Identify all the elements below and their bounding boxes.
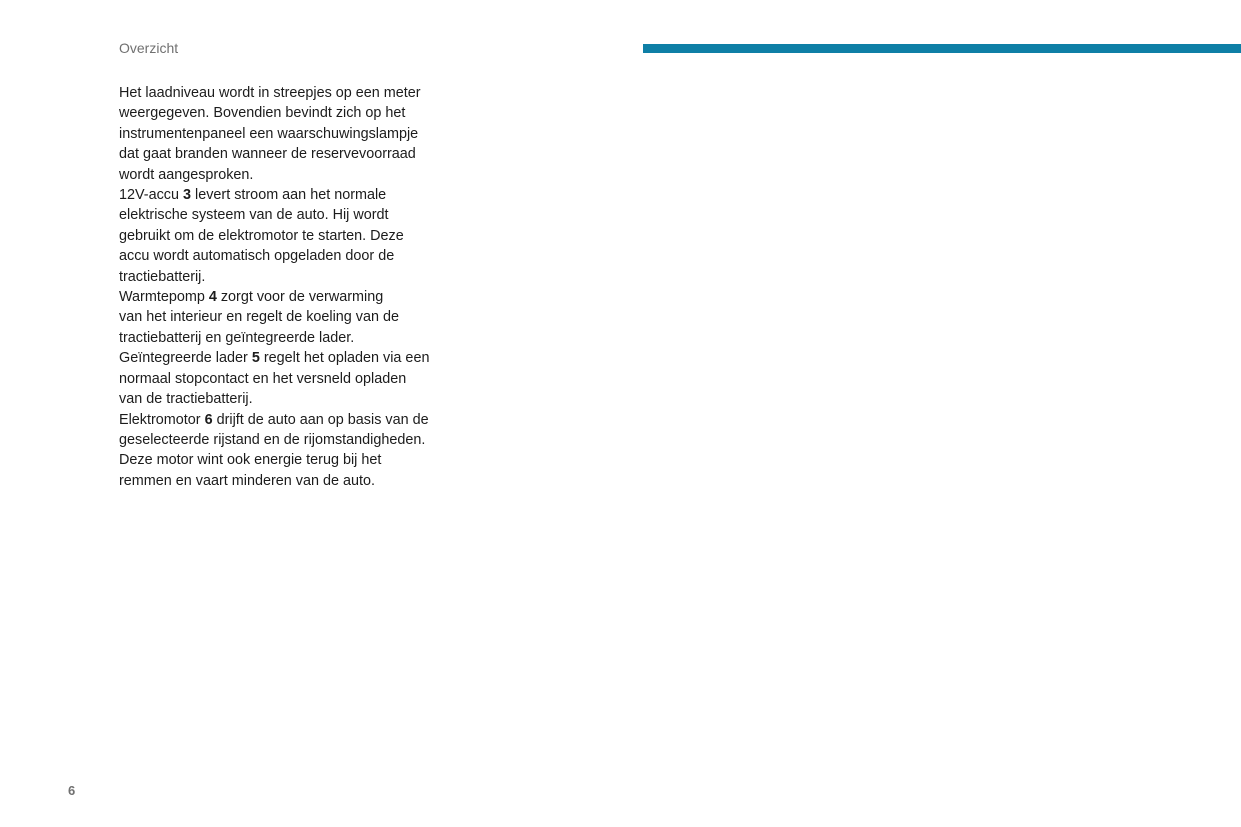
text-line (119, 450, 464, 470)
text-line (119, 124, 464, 144)
text-line (119, 369, 464, 389)
text-segment: Warmtepomp (119, 289, 209, 306)
text-segment: Deze motor wint ook energie terug bij het (119, 452, 382, 469)
text-line (119, 144, 464, 164)
text-segment: accu wordt automatisch opgeladen door de (119, 248, 395, 265)
text-line (119, 267, 464, 287)
header-accent-bar (643, 44, 1241, 53)
text-segment: tractiebatterij. (119, 268, 206, 285)
text-segment: normaal stopcontact en het versneld opladen (119, 370, 407, 387)
text-line (119, 185, 464, 205)
text-line (119, 165, 464, 185)
text-segment: regelt het opladen via een (259, 350, 430, 367)
component-number: 4 (208, 289, 217, 306)
text-segment: drijft de auto aan op basis van de (212, 411, 429, 428)
text-segment: tractiebatterij en geïntegreerde lader. (119, 329, 355, 346)
text-line (119, 389, 464, 409)
text-line (119, 226, 464, 246)
text-line (119, 83, 464, 103)
text-line (119, 471, 464, 491)
text-segment: van het interieur en regelt de koeling van de (119, 309, 400, 326)
page-number: 6 (68, 783, 76, 798)
component-number: 6 (204, 411, 213, 428)
text-line (119, 307, 464, 327)
text-line (119, 103, 464, 123)
section-title: Overzicht (119, 40, 179, 56)
component-number: 5 (251, 350, 260, 367)
text-line (119, 410, 464, 430)
text-segment: van de tractiebatterij. (119, 391, 253, 408)
text-segment: geselecteerde rijstand en de rijomstandigheden. (119, 431, 426, 448)
text-segment: zorgt voor de verwarming (216, 289, 384, 306)
text-segment: 12V-accu (119, 187, 183, 204)
text-segment: Het laadniveau wordt in streepjes op een meter (119, 85, 421, 101)
text-line (119, 328, 464, 348)
text-segment: wordt aangesproken. (119, 166, 254, 183)
text-line (119, 348, 464, 368)
text-segment: Geïntegreerde lader (119, 350, 252, 367)
text-line (119, 246, 464, 266)
text-segment: levert stroom aan het normale (191, 187, 387, 204)
text-segment: elektrische systeem van de auto. Hij wordt (119, 207, 389, 224)
text-line (119, 430, 464, 450)
text-segment: dat gaat branden wanneer de reservevoorraad (119, 146, 416, 163)
text-segment: weergegeven. Bovendien bevindt zich op het (119, 105, 406, 122)
body-text (119, 83, 464, 491)
text-segment: remmen en vaart minderen van de auto. (119, 472, 375, 489)
text-line (119, 205, 464, 225)
text-segment: instrumentenpaneel een waarschuwingslampje (119, 125, 419, 142)
text-segment: Elektromotor (119, 411, 205, 428)
text-line (119, 287, 464, 307)
component-number: 3 (183, 187, 192, 204)
text-segment: gebruikt om de elektromotor te starten. Deze (119, 227, 404, 244)
